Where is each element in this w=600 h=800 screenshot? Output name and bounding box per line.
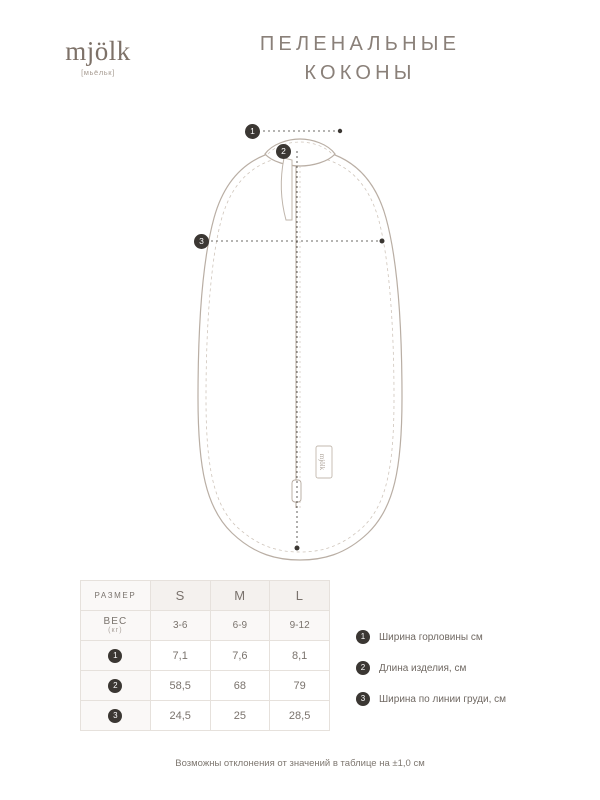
brand-logo [38,38,158,77]
swaddle-drawing [0,108,600,578]
size-table-wrapper [80,580,330,731]
size-table [80,580,330,731]
table-row [81,701,330,731]
marker-1-icon: 1 [108,649,122,663]
table-row1-l: 8,1 [270,641,330,671]
page-title-line2: КОКОНЫ [304,62,416,84]
legend-marker-1-icon: 1 [356,630,370,644]
zipper-pull [292,480,301,502]
table-weight-label-text: ВЕС [103,615,128,627]
marker-3-icon: 3 [108,709,122,723]
table-row [81,641,330,671]
table-row-marker-2 [81,671,151,701]
table-row-marker-3 [81,701,151,731]
table-header-row [81,581,330,611]
measure-endpoint-3 [380,239,385,244]
footnote: Возможны отклонения от значений в таблице на ±1,0 см [175,758,425,769]
page-title [150,30,570,88]
table-header-size: РАЗМЕР [81,581,151,611]
legend-item-label: Ширина по линии груди, см [379,693,507,705]
legend-marker-3-icon: 3 [356,692,370,706]
table-row1-m: 7,6 [210,641,270,671]
table-row1-s: 7,1 [150,641,210,671]
legend-item [356,661,586,675]
legend-item [356,692,586,706]
table-row3-l: 28,5 [270,701,330,731]
legend-item [356,630,586,644]
table-header-col-m: M [210,581,270,611]
legend-marker-2-icon: 2 [356,661,370,675]
marker-2-icon: 2 [108,679,122,693]
table-header-col-l: L [270,581,330,611]
table-row3-s: 24,5 [150,701,210,731]
page-header [0,0,600,110]
table-weight-m: 6-9 [210,611,270,641]
marker-2: 2 [276,144,291,159]
page-title-line1: ПЕЛЕНАЛЬНЫЕ [259,33,461,55]
table-row3-m: 25 [210,701,270,731]
brand-logo-sub: [мьёльк] [81,68,115,77]
legend-item-label: Длина изделия, см [379,662,467,674]
measure-endpoint-1 [338,129,342,133]
table-header-col-s: S [150,581,210,611]
legend-item-label: Ширина горловины см [379,631,483,643]
table-weight-unit: (кг) [108,627,123,635]
table-row-weight [81,611,330,641]
table-weight-s: 3-6 [150,611,210,641]
table-weight-l: 9-12 [270,611,330,641]
table-row2-l: 79 [270,671,330,701]
table-row2-s: 58,5 [150,671,210,701]
table-row2-m: 68 [210,671,270,701]
marker-3: 3 [194,234,209,249]
table-row [81,671,330,701]
legend [356,630,586,723]
measure-endpoint-2 [295,546,300,551]
brand-tag-label: mjölk [318,453,326,471]
table-weight-label [81,611,151,641]
brand-logo-main: mjölk [65,36,131,66]
product-illustration [0,108,600,578]
marker-1: 1 [245,124,260,139]
table-row-marker-1 [81,641,151,671]
